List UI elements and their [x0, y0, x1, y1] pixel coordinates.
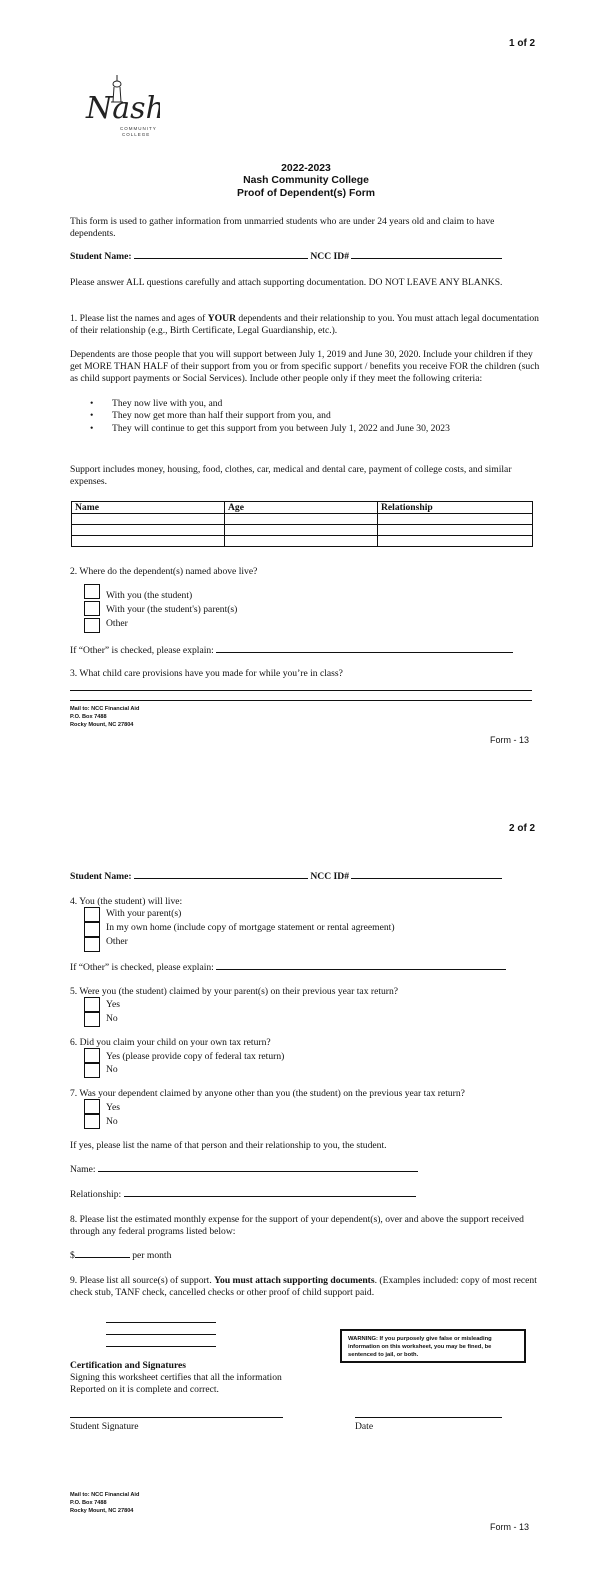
question-5: 5. Were you (the student) claimed by your parent(s) on their previous year tax return? — [70, 986, 399, 997]
table-cell[interactable] — [72, 525, 225, 536]
other-explain-field[interactable] — [216, 652, 513, 653]
answer-line[interactable] — [70, 690, 532, 691]
title-college: Nash Community College — [243, 175, 369, 187]
other-explain-label: If “Other” is checked, please explain: — [70, 962, 214, 973]
option-label: No — [106, 1116, 118, 1127]
student-name-label: Student Name: — [70, 251, 132, 262]
criteria-item: • They will continue to get this support from you between July 1, 2022 and June 30, 2023 — [90, 423, 470, 435]
column-header-name: Name — [72, 502, 225, 514]
svg-text:COLLEGE: COLLEGE — [122, 132, 151, 137]
table-cell[interactable] — [225, 536, 378, 547]
svg-text:Nash: Nash — [86, 91, 160, 126]
checkbox-yes[interactable] — [84, 1099, 100, 1114]
table-cell[interactable] — [378, 536, 533, 547]
student-name-label: Student Name: — [70, 871, 132, 882]
student-name-field[interactable] — [134, 258, 308, 259]
checkbox-other[interactable] — [84, 937, 100, 952]
checkbox-with-student[interactable] — [84, 584, 100, 599]
student-name-row — [70, 871, 502, 882]
criteria-list — [90, 398, 470, 435]
page-number: 2 of 2 — [509, 823, 536, 834]
question-8: 8. Please list the estimated monthly expense for the support of your dependent(s), over and above the support received through any federal programs listed below: — [70, 1214, 524, 1238]
other-explain-field[interactable] — [216, 969, 506, 970]
option-label: Yes (please provide copy of federal tax return) — [106, 1051, 285, 1062]
answer-line[interactable] — [70, 700, 532, 701]
table-header-row — [72, 502, 533, 514]
warning-text: WARNING: If you purposely give false or misleading information on this worksheet, you may be fined, be sentenced to jail, or both. — [348, 1336, 492, 1359]
ncc-id-label: NCC ID# — [310, 871, 350, 882]
table-row — [72, 514, 533, 525]
question-1: 1. Please list the names and ages of YOUR dependents and their relationship to you. You must attach legal documentation of their relationship (e.g., Birth Certificate, Legal Guardianship, etc.). — [70, 313, 539, 337]
question-6: 6. Did you claim your child on your own tax return? — [70, 1037, 271, 1048]
option-label: Other — [106, 618, 128, 629]
dependents-definition: Dependents are those people that you will support between July 1, 2019 and June 30, 2020. Include your children if they get MORE THAN HALF of their support from you or from specific support / benefits you receive FOR the children (such as child support payments or Social Services). Include other people only if they meet the following criteria: — [70, 349, 540, 385]
other-explain-row — [70, 645, 513, 656]
question-7-followup: If yes, please list the name of that person and their relationship to you, the student. — [70, 1140, 387, 1151]
svg-text:COMMUNITY: COMMUNITY — [120, 126, 157, 131]
college-logo — [80, 72, 160, 142]
page-number: 1 of 2 — [509, 38, 536, 49]
signature-line[interactable] — [70, 1417, 283, 1418]
option-label: No — [106, 1064, 118, 1075]
other-explain-label: If “Other” is checked, please explain: — [70, 645, 214, 656]
signature-label: Student Signature — [70, 1421, 139, 1432]
criteria-item: • They now live with you, and — [90, 398, 470, 410]
question-7: 7. Was your dependent claimed by anyone other than you (the student) on the previous year tax return? — [70, 1088, 465, 1099]
instructions-text: Please answer ALL questions carefully and attach supporting documentation. DO NOT LEAVE ANY BLANKS. — [70, 277, 503, 288]
mailing-address: Mail to: NCC Financial Aid P.O. Box 7488 Rocky Mount, NC 27804 — [70, 1492, 140, 1514]
checkbox-other[interactable] — [84, 618, 100, 633]
option-label: In my own home (include copy of mortgage statement or rental agreement) — [106, 922, 395, 933]
table-row — [72, 525, 533, 536]
support-includes: Support includes money, housing, food, clothes, car, medical and dental care, payment of college costs, and similar expenses. — [70, 464, 512, 488]
dependents-table — [71, 501, 533, 547]
table-cell[interactable] — [378, 525, 533, 536]
ncc-id-label: NCC ID# — [310, 251, 350, 262]
criteria-item: • They now get more than half their support from you, and — [90, 410, 470, 422]
question-4: 4. You (the student) will live: — [70, 896, 183, 907]
name-label: Name: — [70, 1164, 96, 1175]
question-9: 9. Please list all source(s) of support. You must attach supporting documents. (Examples included: copy of most recent check stub, TANF check, cancelled checks or other proof of child support paid. — [70, 1275, 537, 1299]
option-label: Other — [106, 936, 128, 947]
certification-text: Signing this worksheet certifies that all the information Reported on it is complete and correct. — [70, 1372, 282, 1396]
per-month-label: per month — [132, 1250, 172, 1261]
checkbox-no[interactable] — [84, 1012, 100, 1027]
date-label: Date — [355, 1421, 374, 1432]
checkbox-own-home[interactable] — [84, 922, 100, 937]
checkbox-with-parents[interactable] — [84, 907, 100, 922]
checkbox-with-parents[interactable] — [84, 601, 100, 616]
title-form: Proof of Dependent(s) Form — [237, 187, 375, 199]
other-explain-row — [70, 962, 506, 973]
checkbox-yes[interactable] — [84, 997, 100, 1012]
table-cell[interactable] — [225, 525, 378, 536]
checkbox-yes[interactable] — [84, 1048, 100, 1063]
checkbox-no[interactable] — [84, 1114, 100, 1129]
question-3: 3. What child care provisions have you made for while you’re in class? — [70, 668, 343, 679]
warning-box — [340, 1329, 526, 1363]
ncc-id-field[interactable] — [351, 258, 502, 259]
table-cell[interactable] — [378, 514, 533, 525]
ncc-id-field[interactable] — [351, 878, 502, 879]
option-label: No — [106, 1013, 118, 1024]
table-cell[interactable] — [225, 514, 378, 525]
option-label: Yes — [106, 1102, 120, 1113]
monthly-amount-row — [70, 1250, 171, 1261]
option-label: With your parent(s) — [106, 908, 182, 919]
intro-text: This form is used to gather information from unmarried students who are under 24 years old and claim to have dependents. — [70, 216, 495, 240]
mailing-address: Mail to: NCC Financial Aid P.O. Box 7488 Rocky Mount, NC 27804 — [70, 706, 140, 728]
support-source-line[interactable] — [106, 1346, 216, 1347]
form-number: Form - 13 — [490, 735, 530, 745]
checkbox-no[interactable] — [84, 1063, 100, 1078]
option-label: Yes — [106, 999, 120, 1010]
column-header-relationship: Relationship — [378, 502, 533, 514]
support-source-line[interactable] — [106, 1322, 216, 1323]
support-source-line[interactable] — [106, 1334, 216, 1335]
question-2: 2. Where do the dependent(s) named above live? — [70, 566, 258, 577]
table-cell[interactable] — [72, 514, 225, 525]
student-name-row — [70, 251, 502, 262]
column-header-age: Age — [225, 502, 378, 514]
relationship-row — [70, 1189, 416, 1200]
lighthouse-logo-icon — [80, 72, 160, 142]
name-row — [70, 1164, 418, 1175]
name-field[interactable] — [98, 1171, 418, 1172]
certification-title: Certification and Signatures — [70, 1360, 187, 1371]
relationship-field[interactable] — [124, 1196, 416, 1197]
table-cell[interactable] — [72, 536, 225, 547]
relationship-label: Relationship: — [70, 1189, 122, 1200]
title-year: 2022-2023 — [281, 163, 331, 174]
option-label: With you (the student) — [106, 590, 193, 601]
table-row — [72, 536, 533, 547]
dollar-sign: $ — [70, 1250, 75, 1261]
option-label: With your (the student's) parent(s) — [106, 604, 238, 615]
student-name-field[interactable] — [134, 878, 308, 879]
monthly-amount-field[interactable] — [75, 1257, 130, 1258]
form-number: Form - 13 — [490, 1522, 530, 1532]
date-line[interactable] — [355, 1417, 502, 1418]
